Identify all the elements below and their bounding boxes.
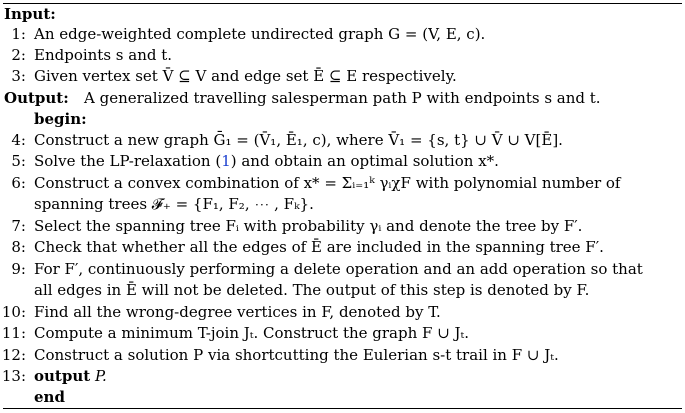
line-number: 4: — [11, 131, 26, 149]
line-number: 8: — [11, 238, 26, 256]
bottom-rule — [3, 408, 682, 409]
algo-line-4 — [0, 130, 685, 150]
line-text: all edges in Ē will not be deleted. The output of this step is denoted by F. — [34, 281, 590, 299]
algo-line-10 — [0, 302, 685, 322]
line-number: 6: — [11, 174, 26, 192]
begin-keyword: begin: — [34, 110, 87, 128]
line-text: spanning trees 𝓕₊ = {F₁, F₂, ⋯ , Fₖ}. — [34, 195, 314, 213]
line-number: 5: — [11, 152, 26, 170]
line-number: 13: — [1, 367, 26, 385]
line-text: Select the spanning tree Fᵢ with probability γᵢ and denote the tree by F′. — [34, 217, 583, 235]
line-number: 11: — [1, 324, 26, 342]
algo-line-11 — [0, 323, 685, 343]
output-variable: P. — [94, 367, 107, 385]
line-text: An edge-weighted complete undirected graph G = (V, E, c). — [34, 25, 486, 43]
input-heading — [0, 4, 685, 24]
line-number: 10: — [1, 303, 26, 321]
algo-line-3 — [0, 66, 685, 86]
line-number: 1: — [11, 25, 26, 43]
end-keyword: end — [34, 388, 65, 406]
algo-line-9-continued — [0, 280, 685, 300]
equation-reference-link[interactable]: 1 — [221, 152, 231, 170]
end-line — [0, 387, 685, 407]
output-description: A generalized travelling salesperman path P with endpoints s and t. — [84, 89, 601, 107]
output-heading — [0, 88, 685, 108]
line-text: Construct a new graph Ḡ₁ = (V̄₁, Ē₁, c), where V̄₁ = {s, t} ∪ V̄ ∪ V[Ē]. — [34, 131, 563, 149]
line-text-part: Solve the LP-relaxation ( — [34, 152, 222, 170]
line-text — [34, 366, 107, 386]
algo-line-1 — [0, 24, 685, 44]
line-number: 3: — [11, 67, 26, 85]
algo-line-2 — [0, 45, 685, 65]
line-text: Compute a minimum T-join Jₜ. Construct the graph F ∪ Jₜ. — [34, 324, 470, 342]
line-text: Endpoints s and t. — [34, 46, 173, 64]
algo-line-13 — [0, 366, 685, 386]
line-text: Check that whether all the edges of Ē are included in the spanning tree F′. — [34, 238, 604, 256]
begin-line — [0, 109, 685, 129]
algo-line-5 — [0, 151, 685, 171]
algo-line-6 — [0, 173, 685, 193]
algo-line-7 — [0, 216, 685, 236]
algo-line-9 — [0, 259, 685, 279]
algo-line-8 — [0, 237, 685, 257]
line-number: 7: — [11, 217, 26, 235]
algo-line-6-continued — [0, 194, 685, 214]
algo-line-12 — [0, 345, 685, 365]
line-number: 2: — [11, 46, 26, 64]
input-label: Input: — [4, 5, 56, 23]
output-keyword: output — [34, 367, 91, 385]
line-text: Find all the wrong-degree vertices in F, denoted by T. — [34, 303, 441, 321]
line-text: Construct a convex combination of x* = Σᵢ₌₁ᵏ γᵢχF with polynomial number of — [34, 174, 621, 192]
line-number: 9: — [11, 260, 26, 278]
line-text-part: ) and obtain an optimal solution x*. — [230, 152, 499, 170]
line-text: For F′, continuously performing a delete operation and an add operation so that — [34, 260, 643, 278]
line-text: Given vertex set V̄ ⊆ V and edge set Ē ⊆ E respectively. — [34, 67, 457, 85]
line-number: 12: — [1, 346, 26, 364]
output-label: Output: — [4, 89, 69, 107]
line-text: Construct a solution P via shortcutting the Eulerian s-t trail in F ∪ Jₜ. — [34, 346, 559, 364]
line-text — [34, 151, 499, 171]
